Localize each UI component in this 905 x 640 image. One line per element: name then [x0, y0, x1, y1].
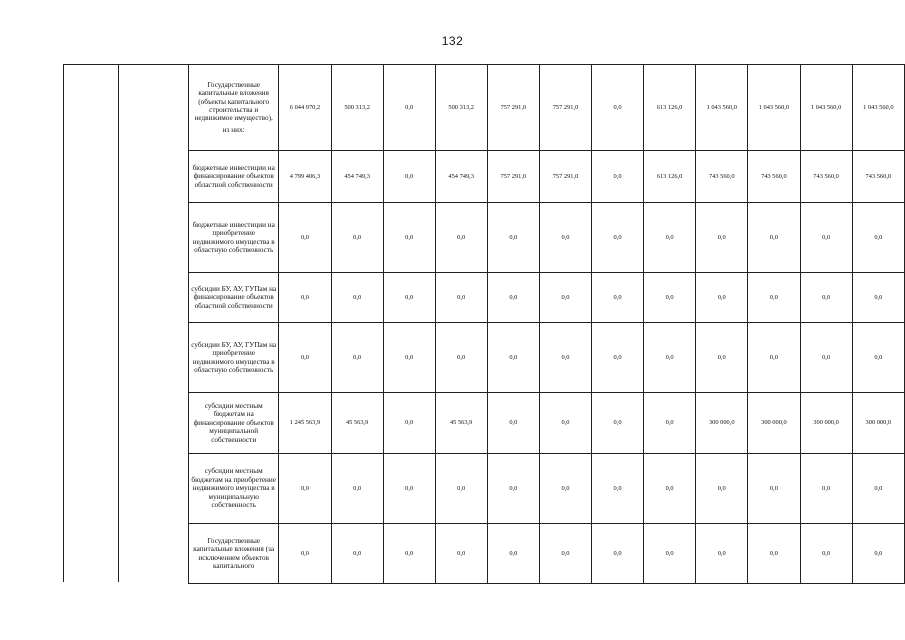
value-cell: 0,0: [487, 524, 539, 584]
value-cell: 1 043 560,0: [748, 65, 800, 151]
left-column-border-2: [118, 64, 119, 582]
row-description-cell: [189, 454, 279, 524]
value-cell: 0,0: [643, 203, 695, 273]
left-empty-columns: [63, 64, 188, 582]
table-row: [189, 393, 905, 454]
value-cell: 0,0: [592, 203, 644, 273]
value-cell: 300 000,0: [696, 393, 748, 454]
value-cell: 0,0: [383, 393, 435, 454]
value-cell: 0,0: [383, 65, 435, 151]
value-cell: 0,0: [539, 323, 591, 393]
value-cell: 0,0: [539, 273, 591, 323]
value-cell: 0,0: [748, 273, 800, 323]
value-cell: 300 000,0: [852, 393, 904, 454]
table-row: [189, 65, 905, 151]
value-cell: 0,0: [696, 203, 748, 273]
value-cell: 300 000,0: [748, 393, 800, 454]
value-cell: 0,0: [383, 323, 435, 393]
value-cell: 757 291,0: [539, 151, 591, 203]
row-description-cell: [189, 393, 279, 454]
left-columns-top-border: [63, 64, 188, 65]
table-row: [189, 151, 905, 203]
value-cell: 613 126,0: [643, 151, 695, 203]
value-cell: 0,0: [800, 273, 852, 323]
row-description: субсидии местным бюджетам на приобретение недвижимого имущества в муниципальную собственность: [191, 467, 276, 510]
value-cell: 0,0: [539, 524, 591, 584]
value-cell: 0,0: [852, 203, 904, 273]
value-cell: 0,0: [279, 524, 331, 584]
value-cell: 0,0: [279, 203, 331, 273]
row-description: бюджетные инвестиции на финансирование объектов областной собственности: [192, 163, 275, 189]
row-description: Государственные капитальные вложения (объекты капитального строительства и недвижимое имущество),: [194, 80, 273, 123]
value-cell: 45 563,9: [435, 393, 487, 454]
value-cell: 45 563,9: [331, 393, 383, 454]
value-cell: 0,0: [748, 454, 800, 524]
value-cell: 0,0: [696, 454, 748, 524]
table-row: [189, 323, 905, 393]
value-cell: 0,0: [800, 524, 852, 584]
value-cell: 0,0: [331, 203, 383, 273]
row-description: бюджетные инвестиции на приобретение недвижимого имущества в областную собственность: [192, 220, 275, 254]
value-cell: 0,0: [592, 151, 644, 203]
value-cell: 0,0: [487, 203, 539, 273]
value-cell: 0,0: [643, 454, 695, 524]
value-cell: 0,0: [800, 203, 852, 273]
table-row: [189, 203, 905, 273]
value-cell: 0,0: [643, 323, 695, 393]
value-cell: 0,0: [539, 454, 591, 524]
row-description-cell: [189, 323, 279, 393]
value-cell: 0,0: [279, 323, 331, 393]
value-cell: 0,0: [800, 323, 852, 393]
value-cell: 0,0: [383, 203, 435, 273]
value-cell: 0,0: [279, 454, 331, 524]
table-body: [189, 65, 905, 584]
value-cell: 454 749,3: [331, 151, 383, 203]
value-cell: 0,0: [696, 273, 748, 323]
value-cell: 0,0: [592, 393, 644, 454]
value-cell: 0,0: [592, 65, 644, 151]
value-cell: 0,0: [487, 323, 539, 393]
value-cell: 0,0: [748, 524, 800, 584]
value-cell: 454 749,3: [435, 151, 487, 203]
value-cell: 0,0: [539, 393, 591, 454]
value-cell: 0,0: [331, 323, 383, 393]
budget-table: [188, 64, 905, 584]
value-cell: 0,0: [383, 454, 435, 524]
value-cell: 0,0: [592, 524, 644, 584]
row-note: из них:: [222, 125, 245, 134]
value-cell: 0,0: [800, 454, 852, 524]
value-cell: 0,0: [643, 524, 695, 584]
value-cell: 1 245 563,9: [279, 393, 331, 454]
value-cell: 1 043 560,0: [696, 65, 748, 151]
table-row: [189, 273, 905, 323]
value-cell: 0,0: [487, 273, 539, 323]
row-description: Государственные капитальные вложения (за исключением объектов капитального: [193, 536, 275, 570]
value-cell: 4 799 406,3: [279, 151, 331, 203]
value-cell: 0,0: [852, 323, 904, 393]
value-cell: 500 313,2: [435, 65, 487, 151]
value-cell: 0,0: [696, 323, 748, 393]
value-cell: 757 291,0: [487, 65, 539, 151]
table-row: [189, 524, 905, 584]
value-cell: 0,0: [487, 454, 539, 524]
row-description-cell: [189, 151, 279, 203]
value-cell: 300 000,0: [800, 393, 852, 454]
value-cell: 0,0: [331, 524, 383, 584]
value-cell: 0,0: [696, 524, 748, 584]
value-cell: 743 560,0: [696, 151, 748, 203]
row-description-cell: [189, 524, 279, 584]
value-cell: 0,0: [592, 323, 644, 393]
value-cell: 0,0: [852, 524, 904, 584]
value-cell: 0,0: [331, 273, 383, 323]
value-cell: 0,0: [852, 273, 904, 323]
value-cell: 0,0: [383, 524, 435, 584]
page-number: 132: [441, 34, 464, 48]
value-cell: 743 560,0: [852, 151, 904, 203]
value-cell: 0,0: [435, 524, 487, 584]
value-cell: 0,0: [748, 203, 800, 273]
value-cell: 0,0: [435, 454, 487, 524]
value-cell: 0,0: [279, 273, 331, 323]
row-description: субсидии БУ, АУ, ГУПам на приобретение недвижимого имущества в областную собственность: [191, 340, 277, 374]
value-cell: 1 043 560,0: [800, 65, 852, 151]
value-cell: 613 126,0: [643, 65, 695, 151]
left-column-border-1: [63, 64, 64, 582]
value-cell: 1 043 560,0: [852, 65, 904, 151]
value-cell: 6 044 970,2: [279, 65, 331, 151]
row-description: субсидии местным бюджетам на финансирование объектов муниципальной собственности: [193, 401, 274, 444]
value-cell: 757 291,0: [539, 65, 591, 151]
value-cell: 0,0: [643, 393, 695, 454]
value-cell: 743 560,0: [748, 151, 800, 203]
value-cell: 0,0: [748, 323, 800, 393]
value-cell: 743 560,0: [800, 151, 852, 203]
value-cell: 0,0: [592, 273, 644, 323]
value-cell: 0,0: [643, 273, 695, 323]
value-cell: 757 291,0: [487, 151, 539, 203]
row-description-cell: [189, 203, 279, 273]
value-cell: 0,0: [331, 454, 383, 524]
row-description-cell: [189, 273, 279, 323]
value-cell: 0,0: [539, 203, 591, 273]
value-cell: 0,0: [435, 203, 487, 273]
row-description-cell: [189, 65, 279, 151]
table-row: [189, 454, 905, 524]
value-cell: 0,0: [852, 454, 904, 524]
row-description: субсидии БУ, АУ, ГУПам на финансирование объектов областной собственности: [191, 284, 277, 310]
value-cell: 0,0: [435, 273, 487, 323]
value-cell: 0,0: [487, 393, 539, 454]
value-cell: 0,0: [383, 151, 435, 203]
value-cell: 0,0: [592, 454, 644, 524]
value-cell: 0,0: [435, 323, 487, 393]
value-cell: 500 313,2: [331, 65, 383, 151]
value-cell: 0,0: [383, 273, 435, 323]
